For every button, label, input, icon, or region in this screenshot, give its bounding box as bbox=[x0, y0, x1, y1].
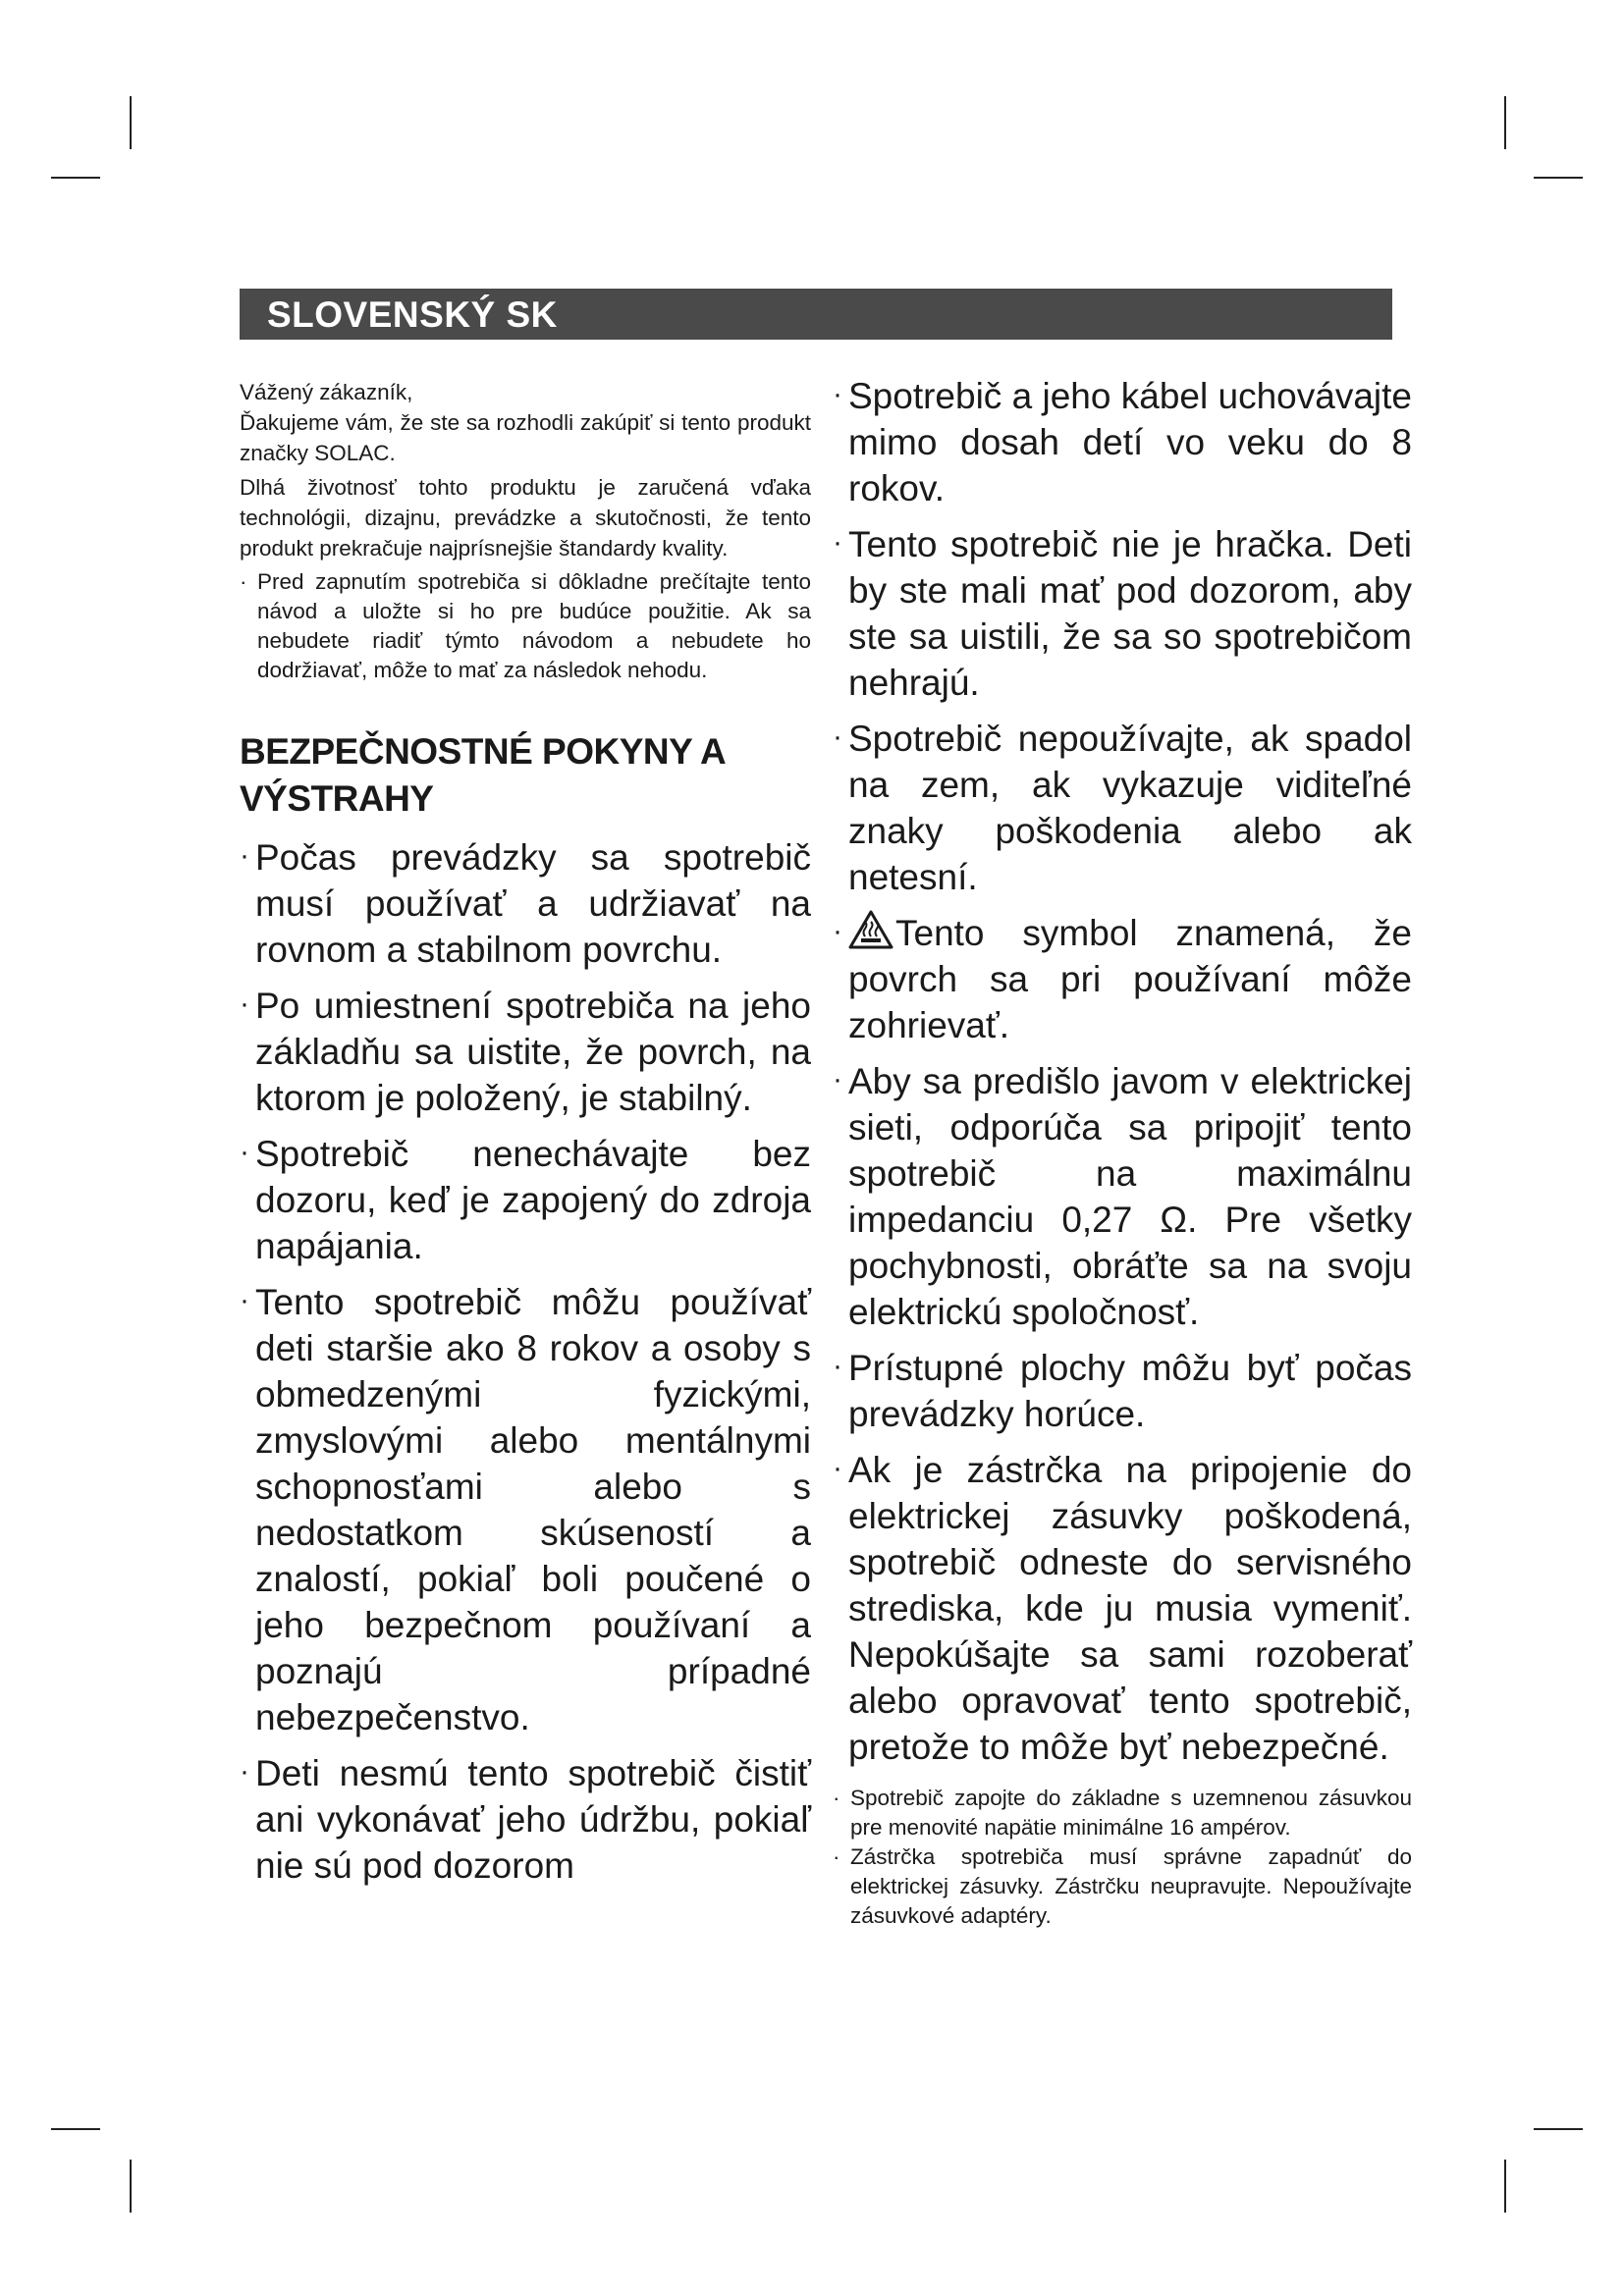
crop-mark-top-right-v bbox=[1504, 96, 1506, 149]
safety-list-small bbox=[833, 1784, 1412, 1931]
list-item: · Spotrebič nenechávajte bez dozoru, keď je zapojený do zdroja napájania. bbox=[240, 1131, 811, 1269]
intro-longevity: Dlhá životnosť tohto produktu je zaručená vďaka technológii, dizajnu, prevádzke a skutočnosti, že tento produkt prekračuje najprísnejšie štandardy kvality. bbox=[240, 475, 811, 561]
crop-mark-top-left-h bbox=[51, 177, 100, 179]
intro-greeting: Vážený zákazník, bbox=[240, 380, 413, 404]
hot-surface-text: Tento symbol znamená, že povrch sa pri používaní môže zohrievať. bbox=[848, 913, 1412, 1045]
right-column bbox=[833, 373, 1412, 1931]
list-item: · Po umiestnení spotrebiča na jeho základňu sa uistite, že povrch, na ktorom je položený, je stabilný. bbox=[240, 983, 811, 1121]
list-item: · Spotrebič zapojte do základne s uzemnenou zásuvkou pre menovité napätie minimálne 16 ampérov. bbox=[833, 1784, 1412, 1842]
intro-list bbox=[240, 567, 811, 685]
list-item: · Ak je zástrčka na pripojenie do elektrickej zásuvky poškodená, spotrebič odneste do servisného strediska, kde ju musia vymeniť. Nepokúšajte sa sami rozoberať alebo opravovať tento spotrebič, pretože to môže byť nebezpečné. bbox=[833, 1447, 1412, 1770]
list-item: · Počas prevádzky sa spotrebič musí používať a udržiavať na rovnom a stabilnom povrchu. bbox=[240, 834, 811, 973]
crop-mark-bottom-left-h bbox=[51, 2128, 100, 2130]
section-title: BEZPEČNOSTNÉ POKYNY A VÝSTRAHY bbox=[240, 731, 725, 819]
crop-mark-bottom-right-h bbox=[1534, 2128, 1583, 2130]
crop-mark-top-left-v bbox=[130, 96, 132, 149]
list-item-hot-surface bbox=[833, 910, 1412, 1048]
list-item: · Aby sa predišlo javom v elektrickej sieti, odporúča sa pripojiť tento spotrebič na maximálnu impedanciu 0,27 Ω. Pre všetky pochybnosti, obráťte sa na svoju elektrickú spoločnosť. bbox=[833, 1058, 1412, 1335]
crop-mark-top-right-h bbox=[1534, 177, 1583, 179]
list-item: · Zástrčka spotrebiča musí správne zapadnúť do elektrickej zásuvky. Zástrčku neupravujte. Nepoužívajte zásuvkové adaptéry. bbox=[833, 1842, 1412, 1931]
crop-mark-bottom-left-v bbox=[130, 2160, 132, 2213]
safety-list-right bbox=[833, 373, 1412, 1770]
list-item: · Prístupné plochy môžu byť počas prevádzky horúce. bbox=[833, 1345, 1412, 1437]
language-header-title: SLOVENSKÝ SK bbox=[267, 294, 558, 335]
left-column bbox=[240, 377, 811, 1898]
hot-surface-warning-icon bbox=[848, 910, 893, 949]
intro-thanks: Ďakujeme vám, že ste sa rozhodli zakúpiť si tento produkt značky SOLAC. bbox=[240, 410, 811, 465]
list-item: · Spotrebič nepoužívajte, ak spadol na zem, ak vykazuje viditeľné znaky poškodenia alebo ak netesní. bbox=[833, 716, 1412, 900]
list-item: · Spotrebič a jeho kábel uchovávajte mimo dosah detí vo veku do 8 rokov. bbox=[833, 373, 1412, 511]
crop-mark-bottom-right-v bbox=[1504, 2160, 1506, 2213]
list-item: · Deti nesmú tento spotrebič čistiť ani vykonávať jeho údržbu, pokiaľ nie sú pod dozorom bbox=[240, 1750, 811, 1889]
list-item: · Tento spotrebič nie je hračka. Deti by ste mali mať pod dozorom, aby ste sa uistili, že sa so spotrebičom nehrajú. bbox=[833, 521, 1412, 706]
list-item: · Tento spotrebič môžu používať deti staršie ako 8 rokov a osoby s obmedzenými fyzickými, zmyslovými alebo mentálnymi schopnosťami alebo s nedostatkom skúseností a znalostí, pokiaľ boli poučené o jeho bezpečnom používaní a poznajú prípadné nebezpečenstvo. bbox=[240, 1279, 811, 1740]
list-item: · Pred zapnutím spotrebiča si dôkladne prečítajte tento návod a uložte si ho pre budúce použitie. Ak sa nebudete riadiť týmto návodom a nebudete ho dodržiavať, môže to mať za následok nehodu. bbox=[240, 567, 811, 685]
language-header-bar bbox=[240, 289, 1392, 340]
safety-list-left bbox=[240, 834, 811, 1889]
